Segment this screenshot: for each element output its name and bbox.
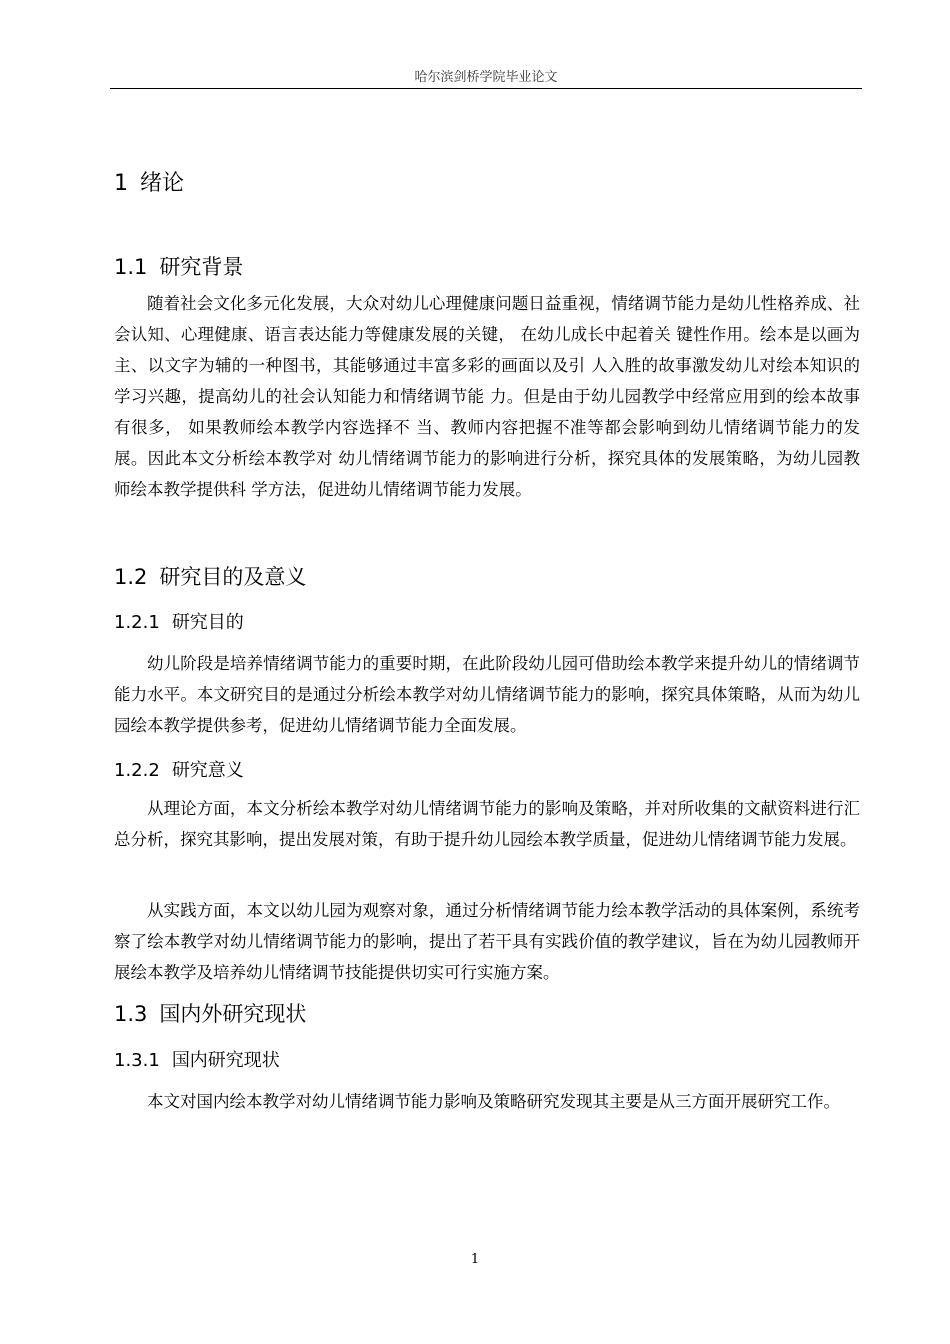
- paragraph-domestic-status: 本文对国内绘本教学对幼儿情绪调节能力影响及策略研究发现其主要是从三方面开展研究工作。: [147, 1092, 840, 1111]
- chapter-heading: [114, 166, 184, 197]
- subsection-heading-1-2-1: [114, 608, 244, 634]
- paragraph-theoretical-significance: 从理论方面，本文分析绘本教学对幼儿情绪调节能力的影响及策略，并对所收集的文献资料进行汇总分析，探究其影响，提出发展对策，有助于提升幼儿园绘本教学质量，促进幼儿情绪调节能力发展。: [114, 799, 860, 849]
- paragraph-practical-significance: 从实践方面，本文以幼儿园为观察对象，通过分析情绪调节能力绘本教学活动的具体案例，系统考察了绘本教学对幼儿情绪调节能力的影响，提出了若干具有实践价值的教学建议，旨在为幼儿园教师开展绘本教学及培养幼儿情绪调节技能提供切实可行实施方案。: [114, 901, 860, 982]
- subsection-title: 研究目的: [171, 612, 244, 633]
- running-header: 哈尔滨剑桥学院毕业论文: [414, 70, 558, 85]
- subsection-title: 研究意义: [171, 760, 244, 781]
- subsection-number: 1.2.2: [114, 760, 160, 781]
- subsection-title: 国内研究现状: [171, 1050, 280, 1071]
- section-heading-1-1: [114, 251, 243, 281]
- paragraph-research-background: 随着社会文化多元化发展，大众对幼儿心理健康问题日益重视，情绪调节能力是幼儿性格养成、社会认知、心理健康、语言表达能力等健康发展的关键， 在幼儿成长中起着关 键性作用。绘本是以画为主、以文字为辅的一种图书，其能够通过丰富多彩的画面以及引 人入胜的故事激发幼儿对绘本知识的学习兴趣，提高幼儿的社会认知能力和情绪调节能 力。但是由于幼儿园教学中经常应用到的绘本故事有很多， 如果教师绘本教学内容选择不 当、教师内容把握不准等都会影响到幼儿情绪调节能力的发展。因此本文分析绘本教学对 幼儿情绪调节能力的影响进行分析，探究具体的发展策略，为幼儿园教师绘本教学提供科 学方法，促进幼儿情绪调节能力发展。: [114, 294, 860, 499]
- section-title: 研究目的及意义: [159, 565, 307, 589]
- subsection-heading-1-2-2: [114, 756, 244, 782]
- section-title: 国内外研究现状: [159, 1002, 307, 1026]
- section-heading-1-3: [114, 998, 306, 1028]
- chapter-title: 绪论: [140, 171, 185, 196]
- section-number: 1.1: [114, 255, 148, 279]
- page-number: 1: [470, 1252, 480, 1267]
- section-number: 1.3: [114, 1002, 148, 1026]
- section-title: 研究背景: [159, 255, 244, 279]
- paragraph-research-purpose: 幼儿阶段是培养情绪调节能力的重要时期，在此阶段幼儿园可借助绘本教学来提升幼儿的情绪调节能力水平。本文研究目的是通过分析绘本教学对幼儿情绪调节能力的影响，探究具体策略，从而为幼儿园绘本教学提供参考，促进幼儿情绪调节能力全面发展。: [114, 654, 860, 735]
- section-heading-1-2: [114, 561, 306, 591]
- subsection-number: 1.3.1: [114, 1050, 160, 1071]
- section-number: 1.2: [114, 565, 148, 589]
- chapter-number: 1: [114, 171, 128, 196]
- subsection-heading-1-3-1: [114, 1046, 280, 1072]
- subsection-number: 1.2.1: [114, 612, 160, 633]
- header-divider: [110, 88, 862, 89]
